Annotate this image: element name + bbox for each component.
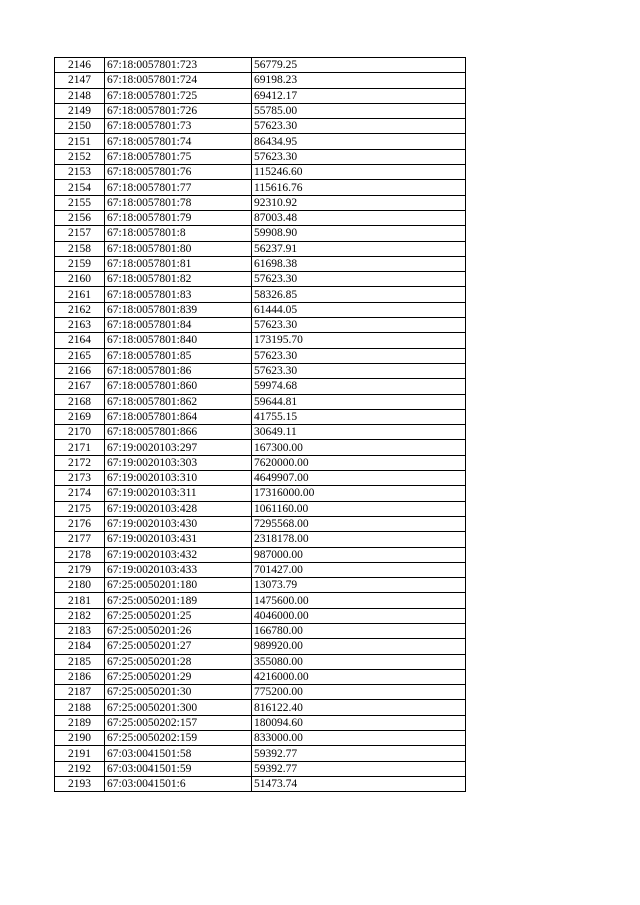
cadastral-number-cell: 67:25:0050201:189 [105,593,252,608]
cadastral-number-cell: 67:18:0057801:839 [105,302,252,317]
value-cell: 4216000.00 [252,669,466,684]
cadastral-number-cell: 67:19:0020103:297 [105,440,252,455]
cadastral-number-cell: 67:18:0057801:79 [105,210,252,225]
row-number-cell: 2147 [55,73,105,88]
cadastral-number-cell: 67:18:0057801:78 [105,195,252,210]
row-number-cell: 2151 [55,134,105,149]
table-row [55,471,466,486]
cadastral-number-cell: 67:19:0020103:311 [105,486,252,501]
value-cell: 57623.30 [252,363,466,378]
cadastral-number-cell: 67:18:0057801:77 [105,180,252,195]
value-cell: 61444.05 [252,302,466,317]
table-row [55,746,466,761]
table-row [55,654,466,669]
table-row [55,516,466,531]
value-cell: 115246.60 [252,165,466,180]
row-number-cell: 2160 [55,272,105,287]
cadastral-number-cell: 67:25:0050201:300 [105,700,252,715]
table-row [55,593,466,608]
row-number-cell: 2150 [55,119,105,134]
cadastral-number-cell: 67:18:0057801:862 [105,394,252,409]
row-number-cell: 2186 [55,669,105,684]
value-cell: 57623.30 [252,149,466,164]
row-number-cell: 2167 [55,379,105,394]
value-cell: 59974.68 [252,379,466,394]
cadastral-number-cell: 67:18:0057801:74 [105,134,252,149]
row-number-cell: 2163 [55,318,105,333]
row-number-cell: 2182 [55,608,105,623]
table-row [55,608,466,623]
value-cell: 816122.40 [252,700,466,715]
table-row [55,731,466,746]
value-cell: 57623.30 [252,348,466,363]
row-number-cell: 2170 [55,425,105,440]
value-cell: 17316000.00 [252,486,466,501]
value-cell: 987000.00 [252,547,466,562]
value-cell: 13073.79 [252,578,466,593]
cadastral-number-cell: 67:19:0020103:432 [105,547,252,562]
cadastral-number-cell: 67:03:0041501:6 [105,776,252,791]
cadastral-number-cell: 67:25:0050201:26 [105,623,252,638]
cadastral-number-cell: 67:18:0057801:83 [105,287,252,302]
table-row [55,501,466,516]
value-cell: 59392.77 [252,746,466,761]
row-number-cell: 2179 [55,562,105,577]
table-row [55,700,466,715]
cadastral-number-cell: 67:18:0057801:8 [105,226,252,241]
value-cell: 61698.38 [252,256,466,271]
value-cell: 4046000.00 [252,608,466,623]
table-row [55,486,466,501]
table-row [55,180,466,195]
value-cell: 57623.30 [252,318,466,333]
cadastral-number-cell: 67:18:0057801:840 [105,333,252,348]
table-row [55,73,466,88]
table-row [55,562,466,577]
value-cell: 92310.92 [252,195,466,210]
cadastral-number-cell: 67:25:0050202:159 [105,731,252,746]
table-row [55,165,466,180]
row-number-cell: 2172 [55,455,105,470]
row-number-cell: 2193 [55,776,105,791]
cadastral-number-cell: 67:18:0057801:81 [105,256,252,271]
row-number-cell: 2191 [55,746,105,761]
table-row [55,578,466,593]
cadastral-number-cell: 67:19:0020103:433 [105,562,252,577]
cadastral-number-cell: 67:18:0057801:82 [105,272,252,287]
value-cell: 989920.00 [252,639,466,654]
row-number-cell: 2162 [55,302,105,317]
table-row [55,363,466,378]
value-cell: 59644.81 [252,394,466,409]
table-row [55,409,466,424]
table-row [55,669,466,684]
row-number-cell: 2177 [55,532,105,547]
row-number-cell: 2171 [55,440,105,455]
cadastral-number-cell: 67:18:0057801:86 [105,363,252,378]
table-row [55,318,466,333]
value-cell: 69198.23 [252,73,466,88]
cadastral-number-cell: 67:18:0057801:80 [105,241,252,256]
cadastral-number-cell: 67:18:0057801:76 [105,165,252,180]
table-row [55,379,466,394]
cadastral-number-cell: 67:25:0050201:27 [105,639,252,654]
row-number-cell: 2156 [55,210,105,225]
cadastral-number-cell: 67:18:0057801:725 [105,88,252,103]
cadastral-number-cell: 67:18:0057801:75 [105,149,252,164]
table-row [55,241,466,256]
cadastral-number-cell: 67:18:0057801:860 [105,379,252,394]
row-number-cell: 2188 [55,700,105,715]
table-row [55,287,466,302]
table-row [55,761,466,776]
value-cell: 69412.17 [252,88,466,103]
cadastral-number-cell: 67:18:0057801:85 [105,348,252,363]
table-row [55,272,466,287]
value-cell: 7620000.00 [252,455,466,470]
row-number-cell: 2183 [55,623,105,638]
value-cell: 56779.25 [252,58,466,73]
data-table-body [55,58,466,792]
row-number-cell: 2175 [55,501,105,516]
value-cell: 1475600.00 [252,593,466,608]
row-number-cell: 2155 [55,195,105,210]
row-number-cell: 2148 [55,88,105,103]
cadastral-number-cell: 67:18:0057801:864 [105,409,252,424]
cadastral-number-cell: 67:18:0057801:866 [105,425,252,440]
row-number-cell: 2192 [55,761,105,776]
table-row [55,776,466,791]
row-number-cell: 2168 [55,394,105,409]
table-row [55,547,466,562]
cadastral-number-cell: 67:19:0020103:430 [105,516,252,531]
row-number-cell: 2189 [55,715,105,730]
cadastral-number-cell: 67:18:0057801:726 [105,103,252,118]
row-number-cell: 2159 [55,256,105,271]
cadastral-number-cell: 67:18:0057801:73 [105,119,252,134]
value-cell: 7295568.00 [252,516,466,531]
value-cell: 167300.00 [252,440,466,455]
table-row [55,532,466,547]
table-row [55,210,466,225]
row-number-cell: 2190 [55,731,105,746]
value-cell: 30649.11 [252,425,466,440]
row-number-cell: 2174 [55,486,105,501]
value-cell: 775200.00 [252,685,466,700]
row-number-cell: 2187 [55,685,105,700]
row-number-cell: 2157 [55,226,105,241]
value-cell: 4649907.00 [252,471,466,486]
table-row [55,58,466,73]
table-row [55,715,466,730]
cadastral-number-cell: 67:18:0057801:724 [105,73,252,88]
table-row [55,103,466,118]
row-number-cell: 2180 [55,578,105,593]
value-cell: 57623.30 [252,119,466,134]
value-cell: 2318178.00 [252,532,466,547]
value-cell: 355080.00 [252,654,466,669]
value-cell: 180094.60 [252,715,466,730]
cadastral-number-cell: 67:18:0057801:84 [105,318,252,333]
row-number-cell: 2158 [55,241,105,256]
value-cell: 41755.15 [252,409,466,424]
table-row [55,348,466,363]
cadastral-number-cell: 67:19:0020103:310 [105,471,252,486]
value-cell: 87003.48 [252,210,466,225]
value-cell: 59908.90 [252,226,466,241]
value-cell: 55785.00 [252,103,466,118]
cadastral-number-cell: 67:25:0050201:29 [105,669,252,684]
table-row [55,149,466,164]
row-number-cell: 2173 [55,471,105,486]
value-cell: 173195.70 [252,333,466,348]
value-cell: 86434.95 [252,134,466,149]
cadastral-number-cell: 67:18:0057801:723 [105,58,252,73]
row-number-cell: 2165 [55,348,105,363]
cadastral-number-cell: 67:25:0050201:180 [105,578,252,593]
row-number-cell: 2161 [55,287,105,302]
value-cell: 1061160.00 [252,501,466,516]
value-cell: 58326.85 [252,287,466,302]
cadastral-number-cell: 67:19:0020103:428 [105,501,252,516]
value-cell: 115616.76 [252,180,466,195]
table-row [55,226,466,241]
data-table [54,57,466,792]
table-row [55,88,466,103]
row-number-cell: 2176 [55,516,105,531]
table-row [55,455,466,470]
table-row [55,394,466,409]
row-number-cell: 2184 [55,639,105,654]
value-cell: 51473.74 [252,776,466,791]
cadastral-number-cell: 67:19:0020103:303 [105,455,252,470]
table-row [55,302,466,317]
table-row [55,119,466,134]
row-number-cell: 2146 [55,58,105,73]
row-number-cell: 2181 [55,593,105,608]
table-row [55,425,466,440]
cadastral-number-cell: 67:25:0050202:157 [105,715,252,730]
row-number-cell: 2154 [55,180,105,195]
value-cell: 701427.00 [252,562,466,577]
value-cell: 57623.30 [252,272,466,287]
row-number-cell: 2178 [55,547,105,562]
cadastral-number-cell: 67:25:0050201:30 [105,685,252,700]
row-number-cell: 2185 [55,654,105,669]
row-number-cell: 2153 [55,165,105,180]
row-number-cell: 2166 [55,363,105,378]
row-number-cell: 2149 [55,103,105,118]
value-cell: 166780.00 [252,623,466,638]
table-row [55,639,466,654]
table-row [55,256,466,271]
table-row [55,333,466,348]
value-cell: 56237.91 [252,241,466,256]
table-row [55,623,466,638]
table-row [55,134,466,149]
row-number-cell: 2164 [55,333,105,348]
value-cell: 59392.77 [252,761,466,776]
value-cell: 833000.00 [252,731,466,746]
row-number-cell: 2152 [55,149,105,164]
cadastral-number-cell: 67:03:0041501:59 [105,761,252,776]
cadastral-number-cell: 67:19:0020103:431 [105,532,252,547]
row-number-cell: 2169 [55,409,105,424]
cadastral-number-cell: 67:25:0050201:25 [105,608,252,623]
table-row [55,195,466,210]
table-row [55,685,466,700]
cadastral-number-cell: 67:03:0041501:58 [105,746,252,761]
table-row [55,440,466,455]
cadastral-number-cell: 67:25:0050201:28 [105,654,252,669]
